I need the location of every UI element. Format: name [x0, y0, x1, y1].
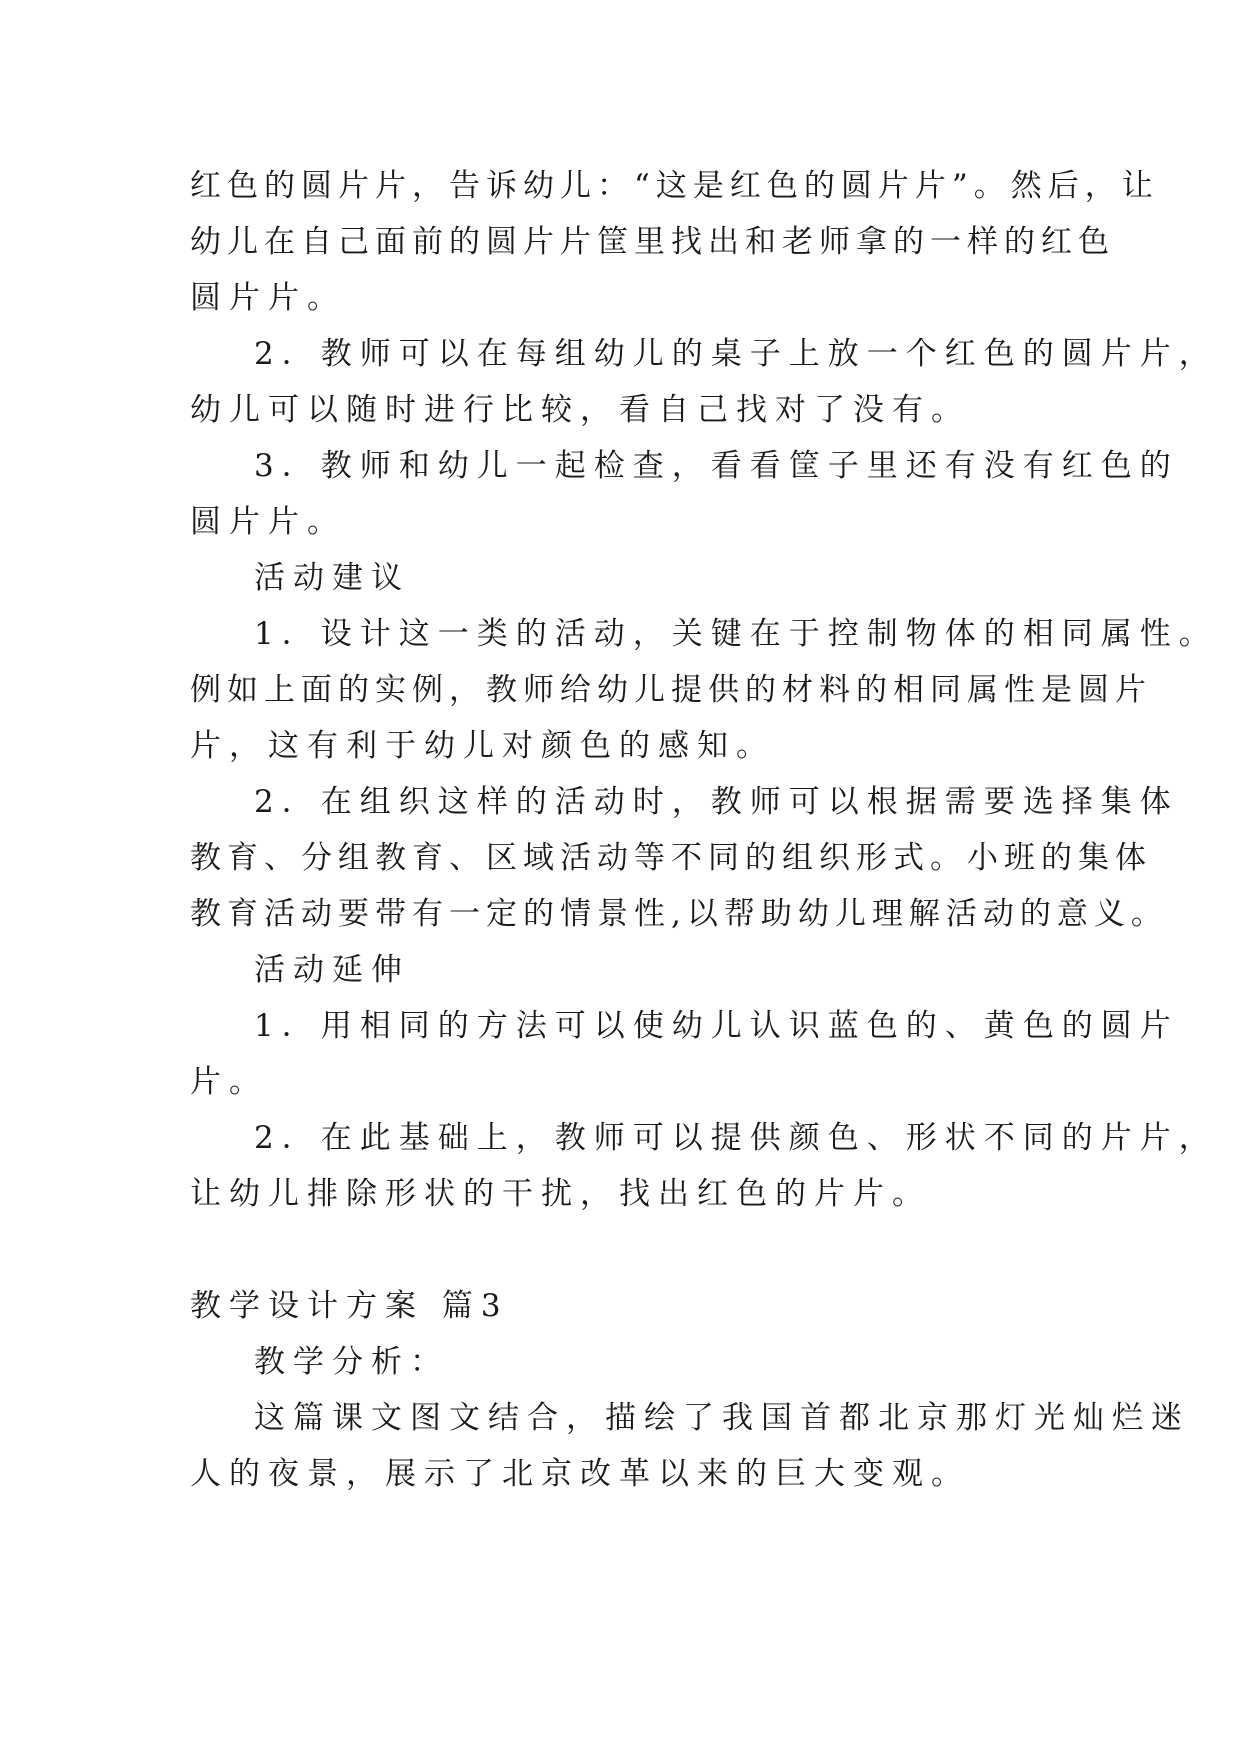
text-line: 幼儿在自己面前的圆片片筐里找出和老师拿的一样的红色 — [190, 224, 1115, 260]
text-line: 3．教师和幼儿一起检查，看看筐子里还有没有红色的 — [254, 448, 1179, 484]
text-line: 2．在此基础上，教师可以提供颜色、形状不同的片片， — [254, 1120, 1218, 1156]
section-heading: 活动建议 — [254, 560, 410, 596]
section-heading: 活动延伸 — [254, 952, 410, 988]
text-line: 2．教师可以在每组幼儿的桌子上放一个红色的圆片片， — [254, 336, 1218, 372]
text-line: 教育、分组教育、区域活动等不同的组织形式。小班的集体 — [190, 840, 1152, 876]
text-line: 2．在组织这样的活动时，教师可以根据需要选择集体 — [254, 784, 1179, 820]
text-line: 片，这有利于幼儿对颜色的感知。 — [190, 728, 775, 764]
text-line: 红色的圆片片，告诉幼儿：“这是红色的圆片片”。然后，让 — [190, 168, 1159, 204]
text-line: 幼儿可以随时进行比较，看自己找对了没有。 — [190, 392, 970, 428]
text-line: 圆片片。 — [190, 280, 346, 316]
text-line: 人的夜景，展示了北京改革以来的巨大变观。 — [190, 1456, 970, 1492]
text-line: 例如上面的实例，教师给幼儿提供的材料的相同属性是圆片 — [190, 672, 1152, 708]
section-heading: 教学分析： — [254, 1344, 449, 1380]
text-line: 这篇课文图文结合，描绘了我国首都北京那灯光灿烂迷 — [254, 1400, 1190, 1436]
text-line: 片。 — [190, 1064, 268, 1100]
document-title: 教学设计方案 篇3 — [190, 1288, 509, 1324]
text-line: 让幼儿排除形状的干扰，找出红色的片片。 — [190, 1176, 931, 1212]
text-line: 圆片片。 — [190, 504, 346, 540]
text-line: 1．设计这一类的活动，关键在于控制物体的相同属性。 — [254, 616, 1218, 652]
text-line: 1．用相同的方法可以使幼儿认识蓝色的、黄色的圆片 — [254, 1008, 1179, 1044]
text-line: 教育活动要带有一定的情景性,以帮助幼儿理解活动的意义。 — [190, 896, 1168, 932]
